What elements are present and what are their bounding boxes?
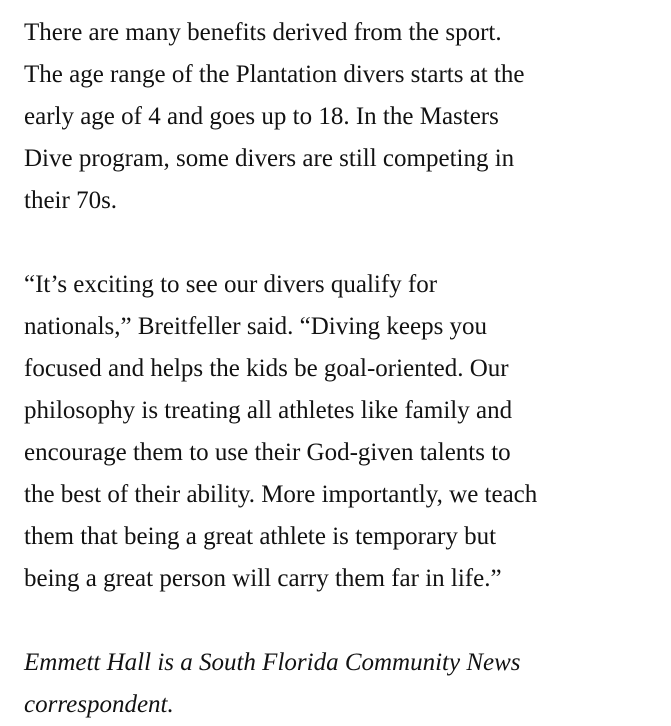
paragraph-benefits [24,12,646,222]
text-line: correspondent. [24,691,174,718]
text-line: early age of 4 and goes up to 18. In the Masters [24,103,499,130]
text-line: Emmett Hall is a South Florida Community News [24,649,521,676]
text-line: being a great person will carry them far in life.” [24,565,502,592]
text-line: Dive program, some divers are still competing in [24,145,515,172]
text-line: encourage them to use their God-given talents to [24,439,511,466]
text-line: nationals,” Breitfeller said. “Diving keeps you [24,313,488,340]
text-line: There are many benefits derived from the sport. [24,19,502,46]
paragraph-quote [24,264,646,600]
text-line: them that being a great athlete is temporary but [24,523,497,550]
text-line: philosophy is treating all athletes like family and [24,397,513,424]
text-line: the best of their ability. More importantly, we teach [24,481,538,508]
text-line: The age range of the Plantation divers starts at the [24,61,525,88]
text-line: focused and helps the kids be goal-oriented. Our [24,355,509,382]
article-body [24,12,646,726]
author-byline [24,642,646,726]
text-line: their 70s. [24,187,118,214]
text-line: “It’s exciting to see our divers qualify for [24,271,438,298]
